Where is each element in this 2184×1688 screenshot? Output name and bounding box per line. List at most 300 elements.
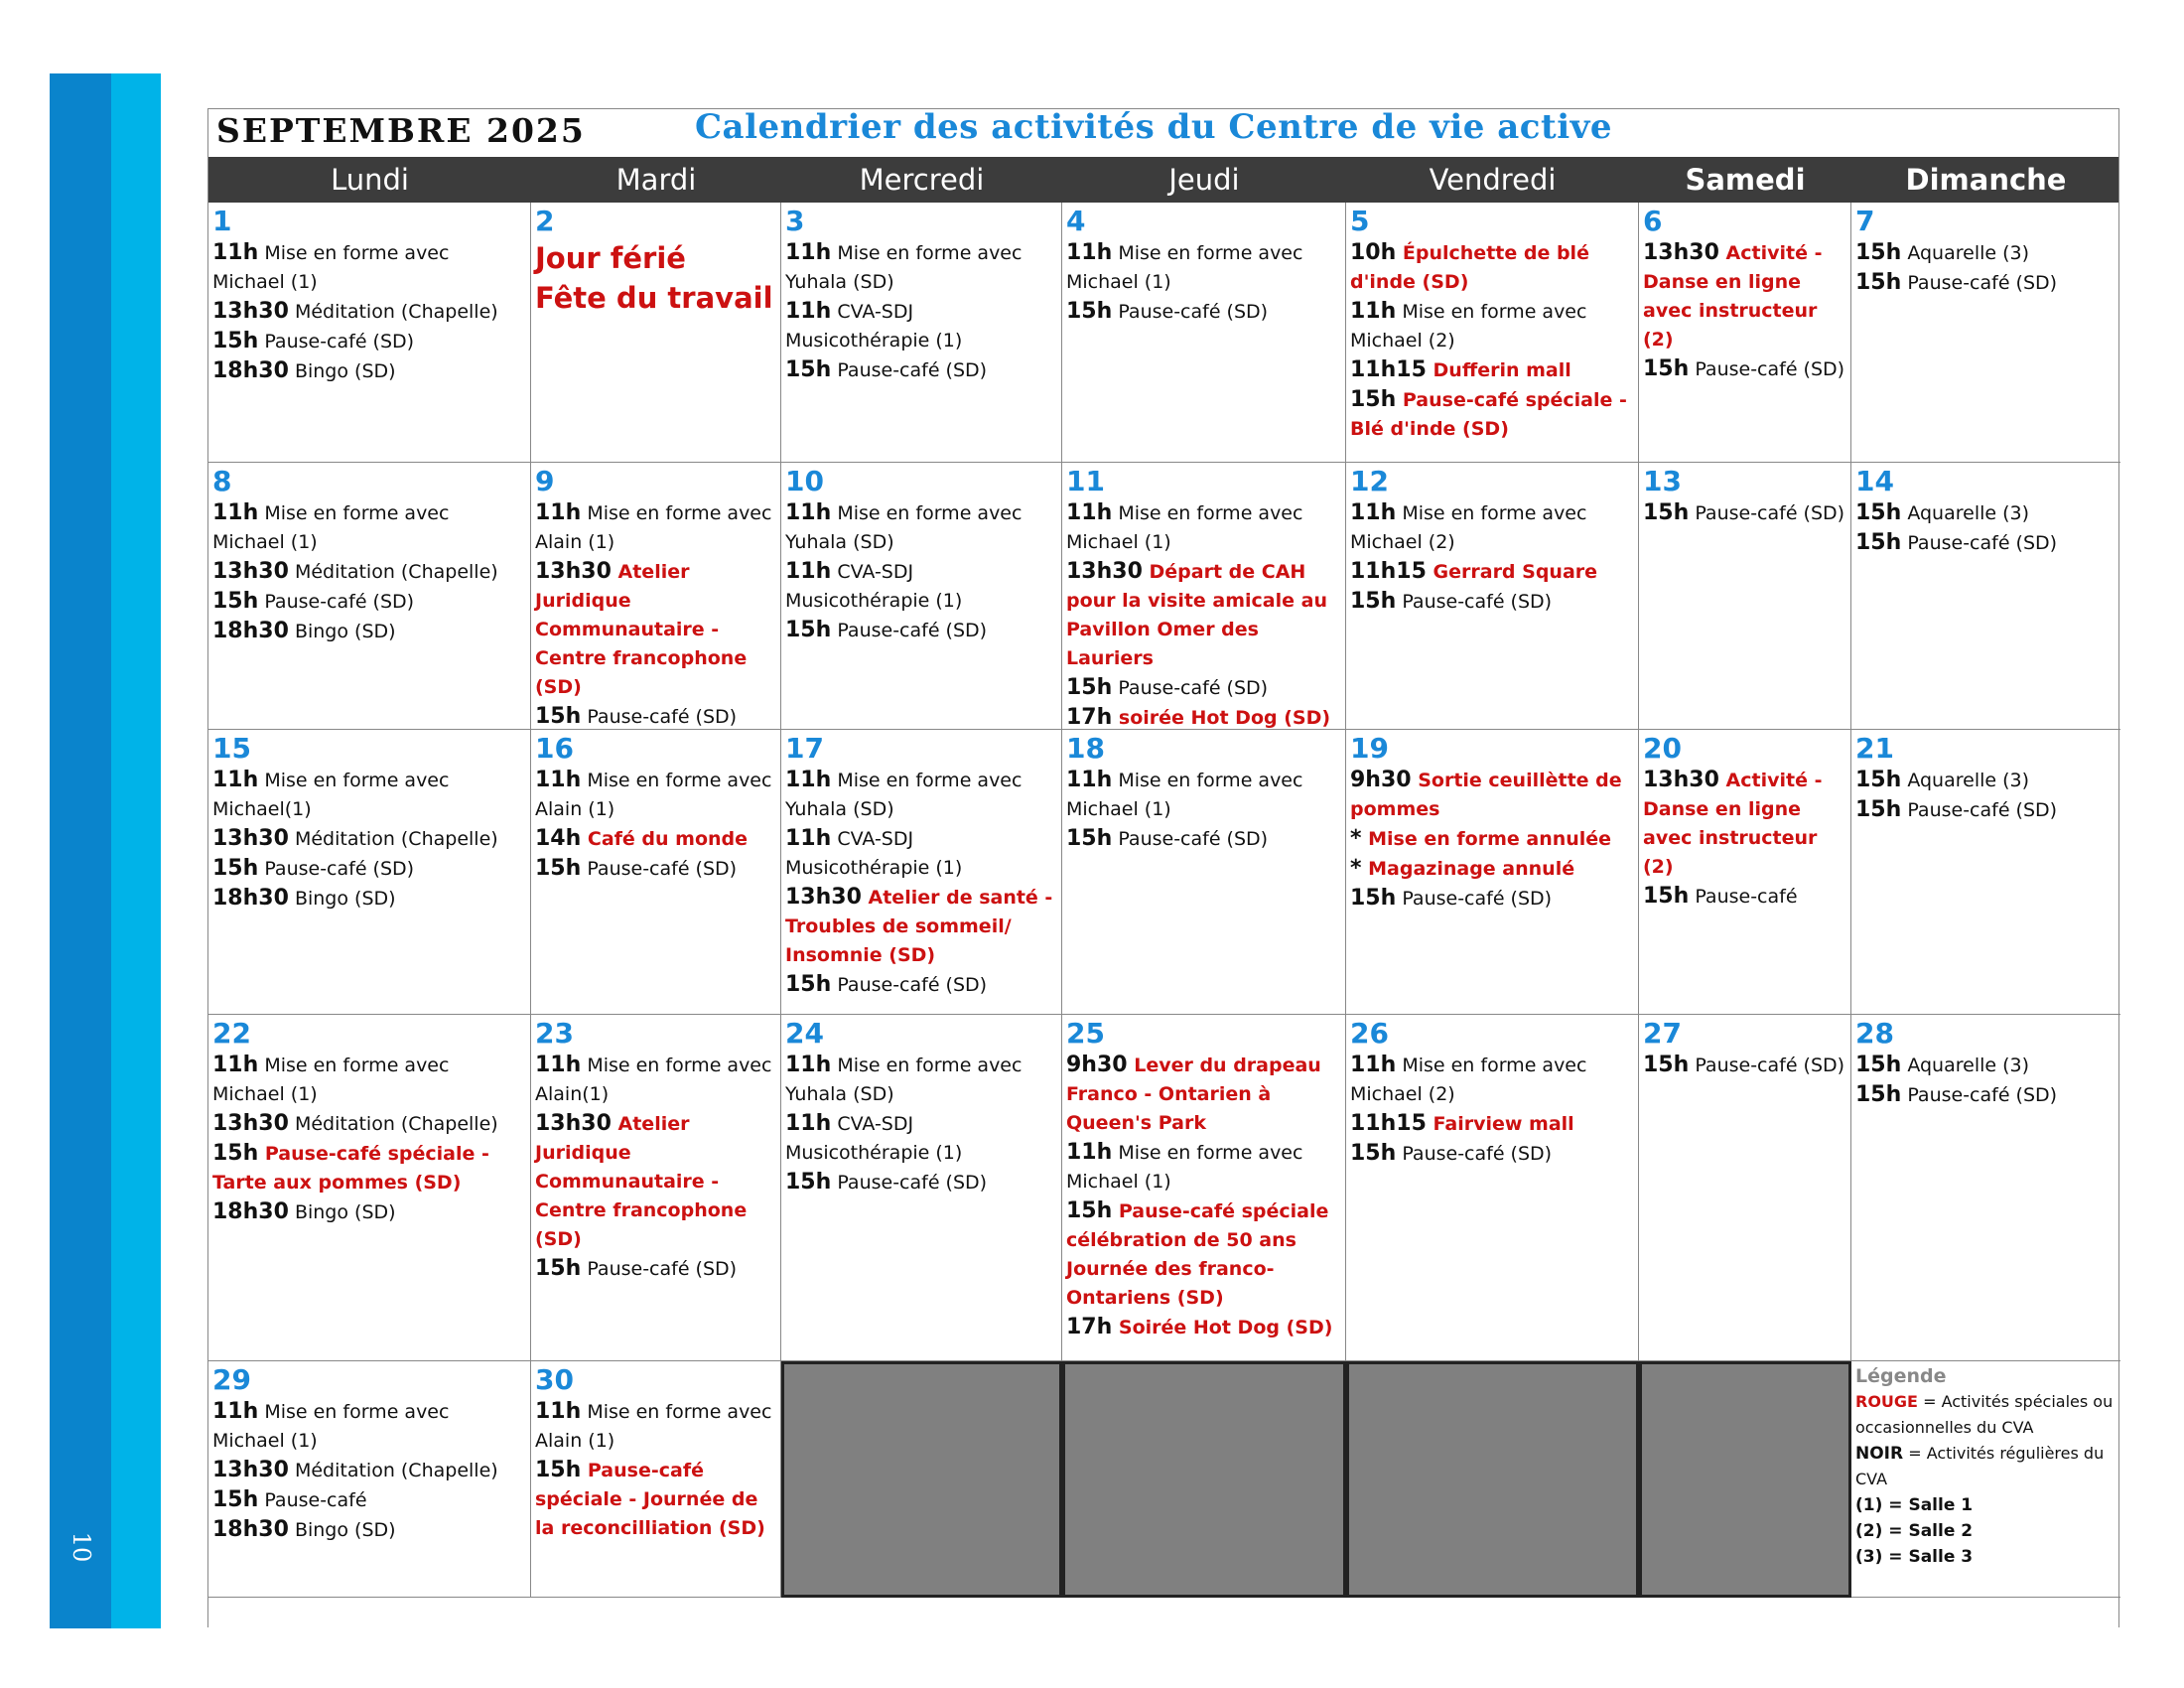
event-time: 15h	[1855, 530, 1902, 555]
event-item	[785, 1109, 1057, 1168]
event-time: 15h	[1643, 1053, 1690, 1077]
day-cell	[1639, 463, 1851, 730]
legend-noir	[1855, 1441, 2116, 1492]
event-item	[1643, 498, 1846, 528]
event-text: Pause-café (SD)	[831, 1172, 988, 1194]
empty-day-cell	[1639, 1361, 1851, 1598]
event-text: Magazinage annulé	[1361, 858, 1575, 880]
event-text: Gerrard Square	[1426, 561, 1598, 583]
event-time: 11h	[1066, 768, 1113, 792]
event-text: Pause-café (SD)	[1901, 532, 2058, 554]
event-time: 15h	[1643, 356, 1690, 381]
event-text: Épulchette de blé d'inde (SD)	[1350, 242, 1589, 293]
event-item	[212, 297, 526, 327]
event-time: 15h	[1350, 387, 1397, 412]
event-text: Mise en forme avec Michael (1)	[1066, 1142, 1303, 1193]
event-text: CVA-SDJ Musicothérapie (1)	[785, 828, 963, 879]
day-cell	[531, 730, 781, 1015]
day-number: 18	[1066, 732, 1105, 765]
day-cell	[1851, 203, 2120, 463]
event-time: 18h30	[212, 886, 289, 911]
event-text: Mise en forme avec Michael (2)	[1350, 502, 1587, 553]
event-item	[1066, 1138, 1341, 1196]
event-item	[535, 1254, 776, 1284]
event-time: 11h	[785, 299, 832, 324]
event-time: 13h30	[212, 1111, 289, 1136]
day-number: 6	[1643, 205, 1663, 237]
day-number: 7	[1855, 205, 1875, 237]
day-cell	[531, 1015, 781, 1361]
event-item	[212, 587, 526, 617]
holiday-label: Fête du travail	[535, 281, 773, 315]
day-cell	[208, 203, 531, 463]
event-time: 11h	[1066, 240, 1113, 265]
event-item	[212, 766, 526, 824]
event-time: 11h15	[1350, 1111, 1427, 1136]
event-time: *	[1350, 856, 1362, 881]
calendar-header	[208, 109, 2118, 157]
legend-rouge-label: ROUGE	[1855, 1392, 1918, 1411]
event-item	[212, 1197, 526, 1227]
day-number: 12	[1350, 465, 1389, 497]
day-cell	[1346, 203, 1639, 463]
event-item	[212, 617, 526, 646]
event-time: 11h	[212, 240, 259, 265]
event-time: 15h	[535, 1458, 582, 1482]
event-time: 11h15	[1350, 357, 1427, 382]
event-item	[1855, 795, 2116, 825]
event-item	[785, 883, 1057, 970]
event-text: Méditation (Chapelle)	[288, 301, 498, 323]
event-time: 15h	[785, 1170, 832, 1195]
event-text: Pause-café (SD)	[1689, 502, 1845, 524]
event-time: 15h	[1066, 675, 1113, 700]
event-text: Pause-café (SD)	[1901, 1084, 2058, 1106]
event-time: 18h30	[212, 1199, 289, 1224]
event-item	[535, 1397, 776, 1456]
page-number: 10	[68, 1531, 95, 1563]
empty-day-cell	[1062, 1361, 1346, 1598]
day-number: 16	[535, 732, 574, 765]
event-time: 11h	[1350, 1053, 1397, 1077]
event-item	[1350, 498, 1634, 557]
event-text: Pause-café spéciale - Journée de la reconcilliation (SD)	[535, 1460, 765, 1539]
day-number: 24	[785, 1017, 824, 1050]
event-text: Pause-café	[1689, 886, 1798, 908]
event-time: 18h30	[212, 358, 289, 383]
event-item	[212, 824, 526, 854]
event-time: 15h	[1855, 240, 1902, 265]
event-text: CVA-SDJ Musicothérapie (1)	[785, 561, 963, 612]
event-time: 11h	[535, 1399, 582, 1424]
event-item	[1855, 1051, 2116, 1080]
day-number: 23	[535, 1017, 574, 1050]
day-cell	[781, 463, 1062, 730]
event-text: Activité - Danse en ligne avec instructeur (2)	[1643, 770, 1823, 878]
day-cell	[1062, 1015, 1346, 1361]
day-cell	[1346, 463, 1639, 730]
event-text: Lever du drapeau Franco - Ontarien à Queen's Park	[1066, 1055, 1321, 1134]
empty-day-cell	[781, 1361, 1062, 1598]
weekday-mardi: Mardi	[615, 163, 697, 197]
legend-rouge	[1855, 1389, 2116, 1441]
event-text: Pause-café (SD)	[1396, 888, 1553, 910]
day-cell	[1346, 1015, 1639, 1361]
event-item	[1643, 882, 1846, 912]
event-text: Pause-café (SD)	[1689, 1055, 1845, 1076]
day-number: 29	[212, 1363, 251, 1396]
event-time: 11h	[785, 1111, 832, 1136]
event-text: Pause-café spéciale - Blé d'inde (SD)	[1350, 389, 1627, 440]
day-number: 21	[1855, 732, 1894, 765]
event-time: 9h30	[1350, 768, 1412, 792]
event-text: Pause-café (SD)	[831, 359, 988, 381]
event-text: Méditation (Chapelle)	[288, 1113, 498, 1135]
event-text: Pause-café (SD)	[581, 706, 738, 728]
event-item	[212, 1456, 526, 1485]
day-cell	[1639, 1015, 1851, 1361]
event-time: 15h	[785, 972, 832, 997]
event-time: 15h	[212, 1141, 259, 1166]
event-time: 15h	[1643, 500, 1690, 525]
event-time: 13h30	[212, 299, 289, 324]
event-item	[785, 616, 1057, 645]
day-cell	[1639, 203, 1851, 463]
event-time: 15h	[1855, 768, 1902, 792]
event-item	[535, 824, 776, 854]
event-text: Mise en forme avec Alain(1)	[535, 1055, 772, 1105]
event-time: 15h	[1066, 299, 1113, 324]
event-text: Pause-café spéciale célébration de 50 ans Journée des franco-Ontariens (SD)	[1066, 1200, 1329, 1309]
event-item	[1066, 673, 1341, 703]
event-text: Pause-café (SD)	[1112, 828, 1269, 850]
event-text: Méditation (Chapelle)	[288, 828, 498, 850]
event-text: Mise en forme avec Alain (1)	[535, 770, 772, 820]
event-item	[1350, 766, 1634, 824]
event-item	[1066, 703, 1341, 730]
event-text: Mise en forme avec Michael(1)	[212, 770, 450, 820]
event-text: Aquarelle (3)	[1901, 502, 2030, 524]
event-item	[1350, 1139, 1634, 1169]
day-cell	[1062, 730, 1346, 1015]
event-time: 15h	[212, 329, 259, 353]
day-number: 8	[212, 465, 232, 497]
event-item	[212, 884, 526, 914]
event-time: 15h	[1855, 500, 1902, 525]
event-text: Atelier Juridique Communautaire - Centre francophone (SD)	[535, 561, 748, 698]
event-time: 17h	[1066, 705, 1113, 730]
event-time: 13h30	[212, 559, 289, 584]
event-item	[1066, 498, 1341, 557]
event-text: Mise en forme avec Michael (1)	[1066, 242, 1303, 293]
event-item	[1350, 884, 1634, 914]
day-number: 14	[1855, 465, 1894, 497]
event-item	[1350, 824, 1634, 854]
day-cell	[208, 730, 531, 1015]
event-text: Café du monde	[581, 828, 749, 850]
event-text: Mise en forme avec Yuhala (SD)	[785, 502, 1023, 553]
event-text: Mise en forme avec Michael (2)	[1350, 301, 1587, 352]
event-item	[1855, 766, 2116, 795]
day-cell	[1851, 463, 2120, 730]
event-item	[1350, 238, 1634, 297]
day-cell	[1062, 463, 1346, 730]
event-text: soirée Hot Dog (SD)	[1112, 707, 1331, 729]
event-item	[1855, 1080, 2116, 1110]
event-time: 17h	[1066, 1315, 1113, 1339]
event-text: Pause-café (SD)	[1901, 799, 2058, 821]
event-item	[535, 1456, 776, 1543]
event-text: Aquarelle (3)	[1901, 770, 2030, 791]
event-item	[1350, 557, 1634, 587]
event-time: 15h	[1066, 1198, 1113, 1223]
day-number: 4	[1066, 205, 1086, 237]
event-item	[1643, 1051, 1846, 1080]
month-title: SEPTEMBRE 2025	[216, 111, 586, 150]
event-text: Mise en forme avec Alain (1)	[535, 502, 772, 553]
event-text: Bingo (SD)	[288, 621, 396, 642]
event-text: Mise en forme avec Yuhala (SD)	[785, 770, 1023, 820]
event-text: Pause-café spéciale - Tarte aux pommes (SD)	[212, 1143, 489, 1194]
legend-noir-label: NOIR	[1855, 1444, 1904, 1464]
event-text: Aquarelle (3)	[1901, 1055, 2030, 1076]
event-text: Méditation (Chapelle)	[288, 561, 498, 583]
event-text: Mise en forme annulée	[1361, 828, 1612, 850]
day-number: 26	[1350, 1017, 1389, 1050]
event-item	[1855, 528, 2116, 558]
event-text: Pause-café (SD)	[1689, 358, 1845, 380]
weekday-vendredi: Vendredi	[1429, 163, 1557, 197]
event-time: 11h	[212, 768, 259, 792]
event-item	[535, 1051, 776, 1109]
day-number: 20	[1643, 732, 1682, 765]
day-cell	[208, 463, 531, 730]
event-item	[1066, 557, 1341, 673]
day-cell	[208, 1015, 531, 1361]
event-item	[1855, 238, 2116, 268]
event-item	[1855, 498, 2116, 528]
event-time: 11h	[535, 768, 582, 792]
day-number: 17	[785, 732, 824, 765]
day-number: 10	[785, 465, 824, 497]
event-item	[212, 327, 526, 356]
event-time: 11h	[785, 826, 832, 851]
event-item	[535, 766, 776, 824]
event-time: 15h	[785, 618, 832, 642]
event-text: Pause-café (SD)	[1396, 591, 1553, 613]
legend-room-text: (2) = Salle 2	[1855, 1521, 1974, 1541]
weekday-samedi: Samedi	[1685, 163, 1806, 197]
event-time: 11h	[1066, 1140, 1113, 1165]
event-item	[785, 1168, 1057, 1197]
event-time: 15h	[535, 704, 582, 729]
event-item	[785, 766, 1057, 824]
calendar-title: Calendrier des activités du Centre de vie active	[695, 107, 1613, 147]
event-time: 13h30	[535, 1111, 612, 1136]
event-text: Sortie ceuillètte de pommes	[1350, 770, 1622, 820]
event-item	[1350, 587, 1634, 617]
event-time: 15h	[1855, 270, 1902, 295]
event-item	[212, 1109, 526, 1139]
event-item	[1350, 297, 1634, 355]
event-text: Mise en forme avec Michael (1)	[212, 1401, 450, 1452]
event-time: 11h	[785, 500, 832, 525]
event-text: Aquarelle (3)	[1901, 242, 2030, 264]
event-item	[785, 1051, 1057, 1109]
event-item	[1066, 1196, 1341, 1313]
day-cell	[1851, 730, 2120, 1015]
event-text: Fairview mall	[1426, 1113, 1574, 1135]
legend-rouge-text: = Activités spéciales ou occasionnelles du CVA	[1855, 1392, 2114, 1437]
event-time: 13h30	[212, 826, 289, 851]
day-number: 11	[1066, 465, 1105, 497]
event-time: 18h30	[212, 1517, 289, 1542]
event-text: CVA-SDJ Musicothérapie (1)	[785, 1113, 963, 1164]
day-cell	[531, 463, 781, 730]
event-item	[785, 824, 1057, 883]
event-text: Mise en forme avec Michael (1)	[212, 502, 450, 553]
event-time: 11h	[1350, 299, 1397, 324]
event-text: Dufferin mall	[1426, 359, 1571, 381]
event-text: Bingo (SD)	[288, 888, 396, 910]
event-time: 15h	[535, 856, 582, 881]
event-text: Bingo (SD)	[288, 360, 396, 382]
event-item	[535, 854, 776, 884]
event-item	[535, 498, 776, 557]
event-time: *	[1350, 826, 1362, 851]
event-text: Pause-café (SD)	[581, 858, 738, 880]
event-item	[1350, 355, 1634, 385]
event-item	[212, 1139, 526, 1197]
event-text: CVA-SDJ Musicothérapie (1)	[785, 301, 963, 352]
legend-title: Légende	[1855, 1365, 1947, 1387]
event-text: Mise en forme avec Michael (2)	[1350, 1055, 1587, 1105]
event-item	[785, 498, 1057, 557]
event-text: Bingo (SD)	[288, 1201, 396, 1223]
event-text: Pause-café (SD)	[1112, 677, 1269, 699]
event-text: Méditation (Chapelle)	[288, 1460, 498, 1481]
event-text: Atelier de santé - Troubles de sommeil/ Insomnie (SD)	[785, 887, 1053, 966]
day-cell	[781, 730, 1062, 1015]
event-item	[535, 702, 776, 730]
event-item	[1066, 1313, 1341, 1342]
event-time: 13h30	[1643, 240, 1719, 265]
event-time: 15h	[212, 1487, 259, 1512]
event-item	[1066, 824, 1341, 854]
legend	[1851, 1361, 2120, 1598]
day-cell	[781, 203, 1062, 463]
day-number: 25	[1066, 1017, 1105, 1050]
event-item	[212, 1515, 526, 1545]
day-number: 15	[212, 732, 251, 765]
event-text: Mise en forme avec Michael (1)	[1066, 770, 1303, 820]
event-time: 18h30	[212, 619, 289, 643]
event-item	[1350, 1051, 1634, 1109]
event-time: 13h30	[785, 885, 862, 910]
event-time: 11h	[785, 768, 832, 792]
event-text: Pause-café (SD)	[1396, 1143, 1553, 1165]
event-time: 13h30	[535, 559, 612, 584]
weekday-jeudi: Jeudi	[1168, 163, 1240, 197]
event-text: Mise en forme avec Michael (1)	[1066, 502, 1303, 553]
day-cell	[531, 203, 781, 463]
event-time: 11h	[1350, 500, 1397, 525]
event-time: 13h30	[1066, 559, 1143, 584]
event-item	[1066, 1051, 1341, 1138]
event-item	[1643, 238, 1846, 354]
event-time: 15h	[1350, 886, 1397, 911]
event-item	[535, 557, 776, 702]
event-time: 15h	[1855, 1053, 1902, 1077]
day-cell	[781, 1015, 1062, 1361]
event-text: Départ de CAH pour la visite amicale au Pavillon Omer des Lauriers	[1066, 561, 1327, 669]
event-item	[1350, 854, 1634, 884]
day-number: 5	[1350, 205, 1370, 237]
event-time: 11h	[212, 1053, 259, 1077]
day-cell	[1851, 1015, 2120, 1361]
event-time: 11h	[785, 559, 832, 584]
event-text: Soirée Hot Dog (SD)	[1112, 1317, 1333, 1338]
event-text: Mise en forme avec Yuhala (SD)	[785, 242, 1023, 293]
day-number: 3	[785, 205, 805, 237]
weekday-mercredi: Mercredi	[859, 163, 985, 197]
event-text: Pause-café (SD)	[258, 331, 415, 352]
event-text: Pause-café (SD)	[258, 591, 415, 613]
event-time: 11h	[212, 1399, 259, 1424]
day-number: 1	[212, 205, 232, 237]
legend-noir-text: = Activités régulières du CVA	[1855, 1444, 2105, 1488]
event-time: 14h	[535, 826, 582, 851]
event-item	[1066, 238, 1341, 297]
legend-room	[1855, 1492, 2116, 1518]
event-item	[212, 238, 526, 297]
event-item	[212, 1397, 526, 1456]
day-number: 30	[535, 1363, 574, 1396]
event-item	[1066, 766, 1341, 824]
empty-day-cell	[1346, 1361, 1639, 1598]
day-number: 22	[212, 1017, 251, 1050]
event-time: 11h	[785, 1053, 832, 1077]
event-time: 15h	[1855, 1082, 1902, 1107]
event-text: Pause-café	[258, 1489, 367, 1511]
event-text: Activité - Danse en ligne avec instructeur (2)	[1643, 242, 1823, 351]
event-item	[1643, 766, 1846, 882]
event-text: Pause-café (SD)	[1112, 301, 1269, 323]
event-text: Pause-café (SD)	[1901, 272, 2058, 294]
event-time: 15h	[1350, 1141, 1397, 1166]
event-item	[785, 557, 1057, 616]
day-cell	[531, 1361, 781, 1598]
event-time: 15h	[1643, 884, 1690, 909]
weekday-lundi: Lundi	[331, 163, 409, 197]
day-cell	[1346, 730, 1639, 1015]
day-number: 19	[1350, 732, 1389, 765]
event-time: 15h	[212, 856, 259, 881]
weekday-header	[208, 157, 2118, 203]
decorative-ribbon-dark	[50, 73, 111, 1628]
weekday-dimanche: Dimanche	[1905, 163, 2067, 197]
event-item	[785, 238, 1057, 297]
event-time: 15h	[1855, 797, 1902, 822]
day-number: 27	[1643, 1017, 1682, 1050]
event-item	[1350, 1109, 1634, 1139]
event-text: Mise en forme avec Michael (1)	[212, 1055, 450, 1105]
event-time: 11h	[1066, 500, 1113, 525]
event-time: 15h	[1350, 589, 1397, 614]
event-item	[212, 557, 526, 587]
event-time: 13h30	[212, 1458, 289, 1482]
event-time: 11h	[785, 240, 832, 265]
